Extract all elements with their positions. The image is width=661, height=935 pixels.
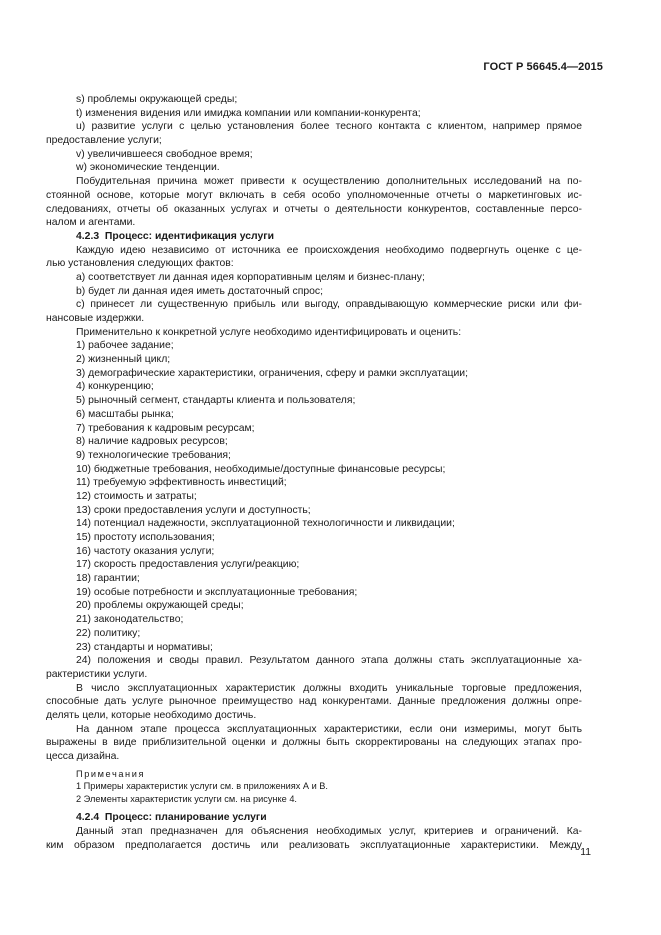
list-item: v) увеличившееся свободное время;	[76, 148, 253, 160]
list-item: 10) бюджетные требования, необходимые/доступные финансовые ресурсы;	[76, 463, 446, 475]
notes-heading: Примечания	[76, 768, 146, 779]
list-item-line: c) принесет ли существенную прибыль или выгоду, оправдывающую коммерческие риски или фи-	[76, 299, 582, 311]
document-body	[46, 93, 582, 852]
list-item: 6) масштабы рынка;	[76, 408, 174, 420]
list-item: 18) гарантии;	[76, 573, 140, 585]
list-item: 16) частоту оказания услуги;	[76, 545, 215, 557]
paragraph-line: Побудительная причина может привести к осуществлению дополнительных исследований на по-	[76, 176, 582, 188]
list-item-line: нансовые издержки.	[46, 313, 145, 324]
list-item: 3) демографические характеристики, ограничения, сферу и рамки эксплуатации;	[76, 367, 469, 379]
paragraph-line: Данный этап предназначен для объяснения необходимых услуг, критериев и ограничений. Ка-	[76, 825, 582, 837]
list-item: 22) политику;	[76, 627, 141, 639]
list-item: 19) особые потребности и эксплуатационные требования;	[76, 586, 358, 598]
section-number: 4.2.3	[76, 230, 100, 242]
list-item: w) экономические тенденции.	[76, 162, 220, 174]
list-item: 8) наличие кадровых ресурсов;	[76, 436, 228, 448]
list-item: a) соответствует ли данная идея корпоративным целям и бизнес-плану;	[76, 271, 425, 283]
list-item: 5) рыночный сегмент, стандарты клиента и пользователя;	[76, 395, 356, 407]
paragraph-line: В число эксплуатационных характеристик должны входить уникальные торговые предложения,	[76, 682, 582, 694]
list-item: 2) жизненный цикл;	[76, 354, 171, 366]
paragraph-line: способные дать услуге рыночное преимущество над конкурентами. Данные предложения должны опре-	[46, 696, 582, 708]
section-title: Процесс: планирование услуги	[104, 812, 267, 824]
list-item: 7) требования к кадровым ресурсам;	[76, 422, 255, 434]
list-item: 12) стоимость и затраты;	[76, 490, 197, 502]
list-item: s) проблемы окружающей среды;	[76, 94, 238, 105]
list-item-line: предоставление услуги;	[46, 135, 162, 147]
list-item: 20) проблемы окружающей среды;	[76, 600, 244, 612]
list-item-line: u) развитие услуги с целью установления более тесного контакта с клиентом, например прямое	[76, 121, 582, 133]
section-heading	[46, 811, 582, 825]
list-item: 11) требуемую эффективность инвестиций;	[76, 477, 287, 489]
list-item: 23) стандарты и нормативы;	[76, 641, 213, 653]
list-item: 13) сроки предоставления услуги и доступность;	[76, 504, 311, 516]
paragraph-line: ким образом предполагается достичь или реализовать эксплуатационные характеристики. Между	[46, 839, 582, 851]
note-item: 2 Элементы характеристик услуги см. на рисунке 4.	[76, 793, 297, 804]
paragraph-line: выражены в виде приблизительной оценки и должны быть скорректированы на следующих этапах про-	[46, 737, 582, 749]
paragraph-line: налом и агентами.	[46, 217, 136, 229]
paragraph-line: делять цели, которые необходимо достичь.	[46, 709, 257, 721]
list-item: t) изменения видения или имиджа компании или компании-конкурента;	[76, 107, 421, 119]
page-number: 11	[580, 847, 591, 858]
list-item: 1) рабочее задание;	[76, 340, 174, 352]
list-item: 14) потенциал надежности, эксплуатационной технологичности и ликвидации;	[76, 518, 455, 530]
list-item: 17) скорость предоставления услуги/реакцию;	[76, 559, 300, 571]
list-item-line: рактеристики услуги.	[46, 668, 148, 680]
list-item: 21) законодательство;	[76, 614, 184, 626]
list-item: 15) простоту использования;	[76, 532, 215, 543]
paragraph-line: Каждую идею независимо от источника ее происхождения необходимо подвергнуть оценке с це-	[76, 244, 582, 256]
list-item: b) будет ли данная идея иметь достаточный спрос;	[76, 285, 323, 297]
list-item: 4) конкуренцию;	[76, 381, 154, 393]
paragraph-line: Применительно к конкретной услуге необходимо идентифицировать и оценить:	[76, 326, 462, 338]
paragraph-line: лью установления следующих фактов:	[46, 258, 234, 270]
list-item: 9) технологические требования;	[76, 449, 231, 461]
section-number: 4.2.4	[76, 812, 100, 824]
list-item-line: 24) положения и своды правил. Результатом данного этапа должны стать эксплуатационные ха-	[76, 655, 582, 667]
document-code: ГОСТ Р 56645.4—2015	[483, 61, 603, 73]
section-title: Процесс: идентификация услуги	[104, 230, 274, 242]
paragraph-line: стоянной основе, которые могут включать в себя особо уполномоченные отчеты о маркетинговых ис-	[46, 189, 582, 201]
paragraph-line: следованиях, отчеты об оказанных услугах и отчеты о деятельности конкурентов, составленные персо-	[46, 203, 582, 215]
paragraph-line: На данном этапе процесса эксплуатационных характеристики, если они измеримы, могут быть	[76, 723, 582, 735]
section-heading	[46, 230, 582, 244]
paragraph-line: цесса дизайна.	[46, 751, 120, 762]
note-item: 1 Примеры характеристик услуги см. в приложениях А и В.	[76, 781, 328, 792]
